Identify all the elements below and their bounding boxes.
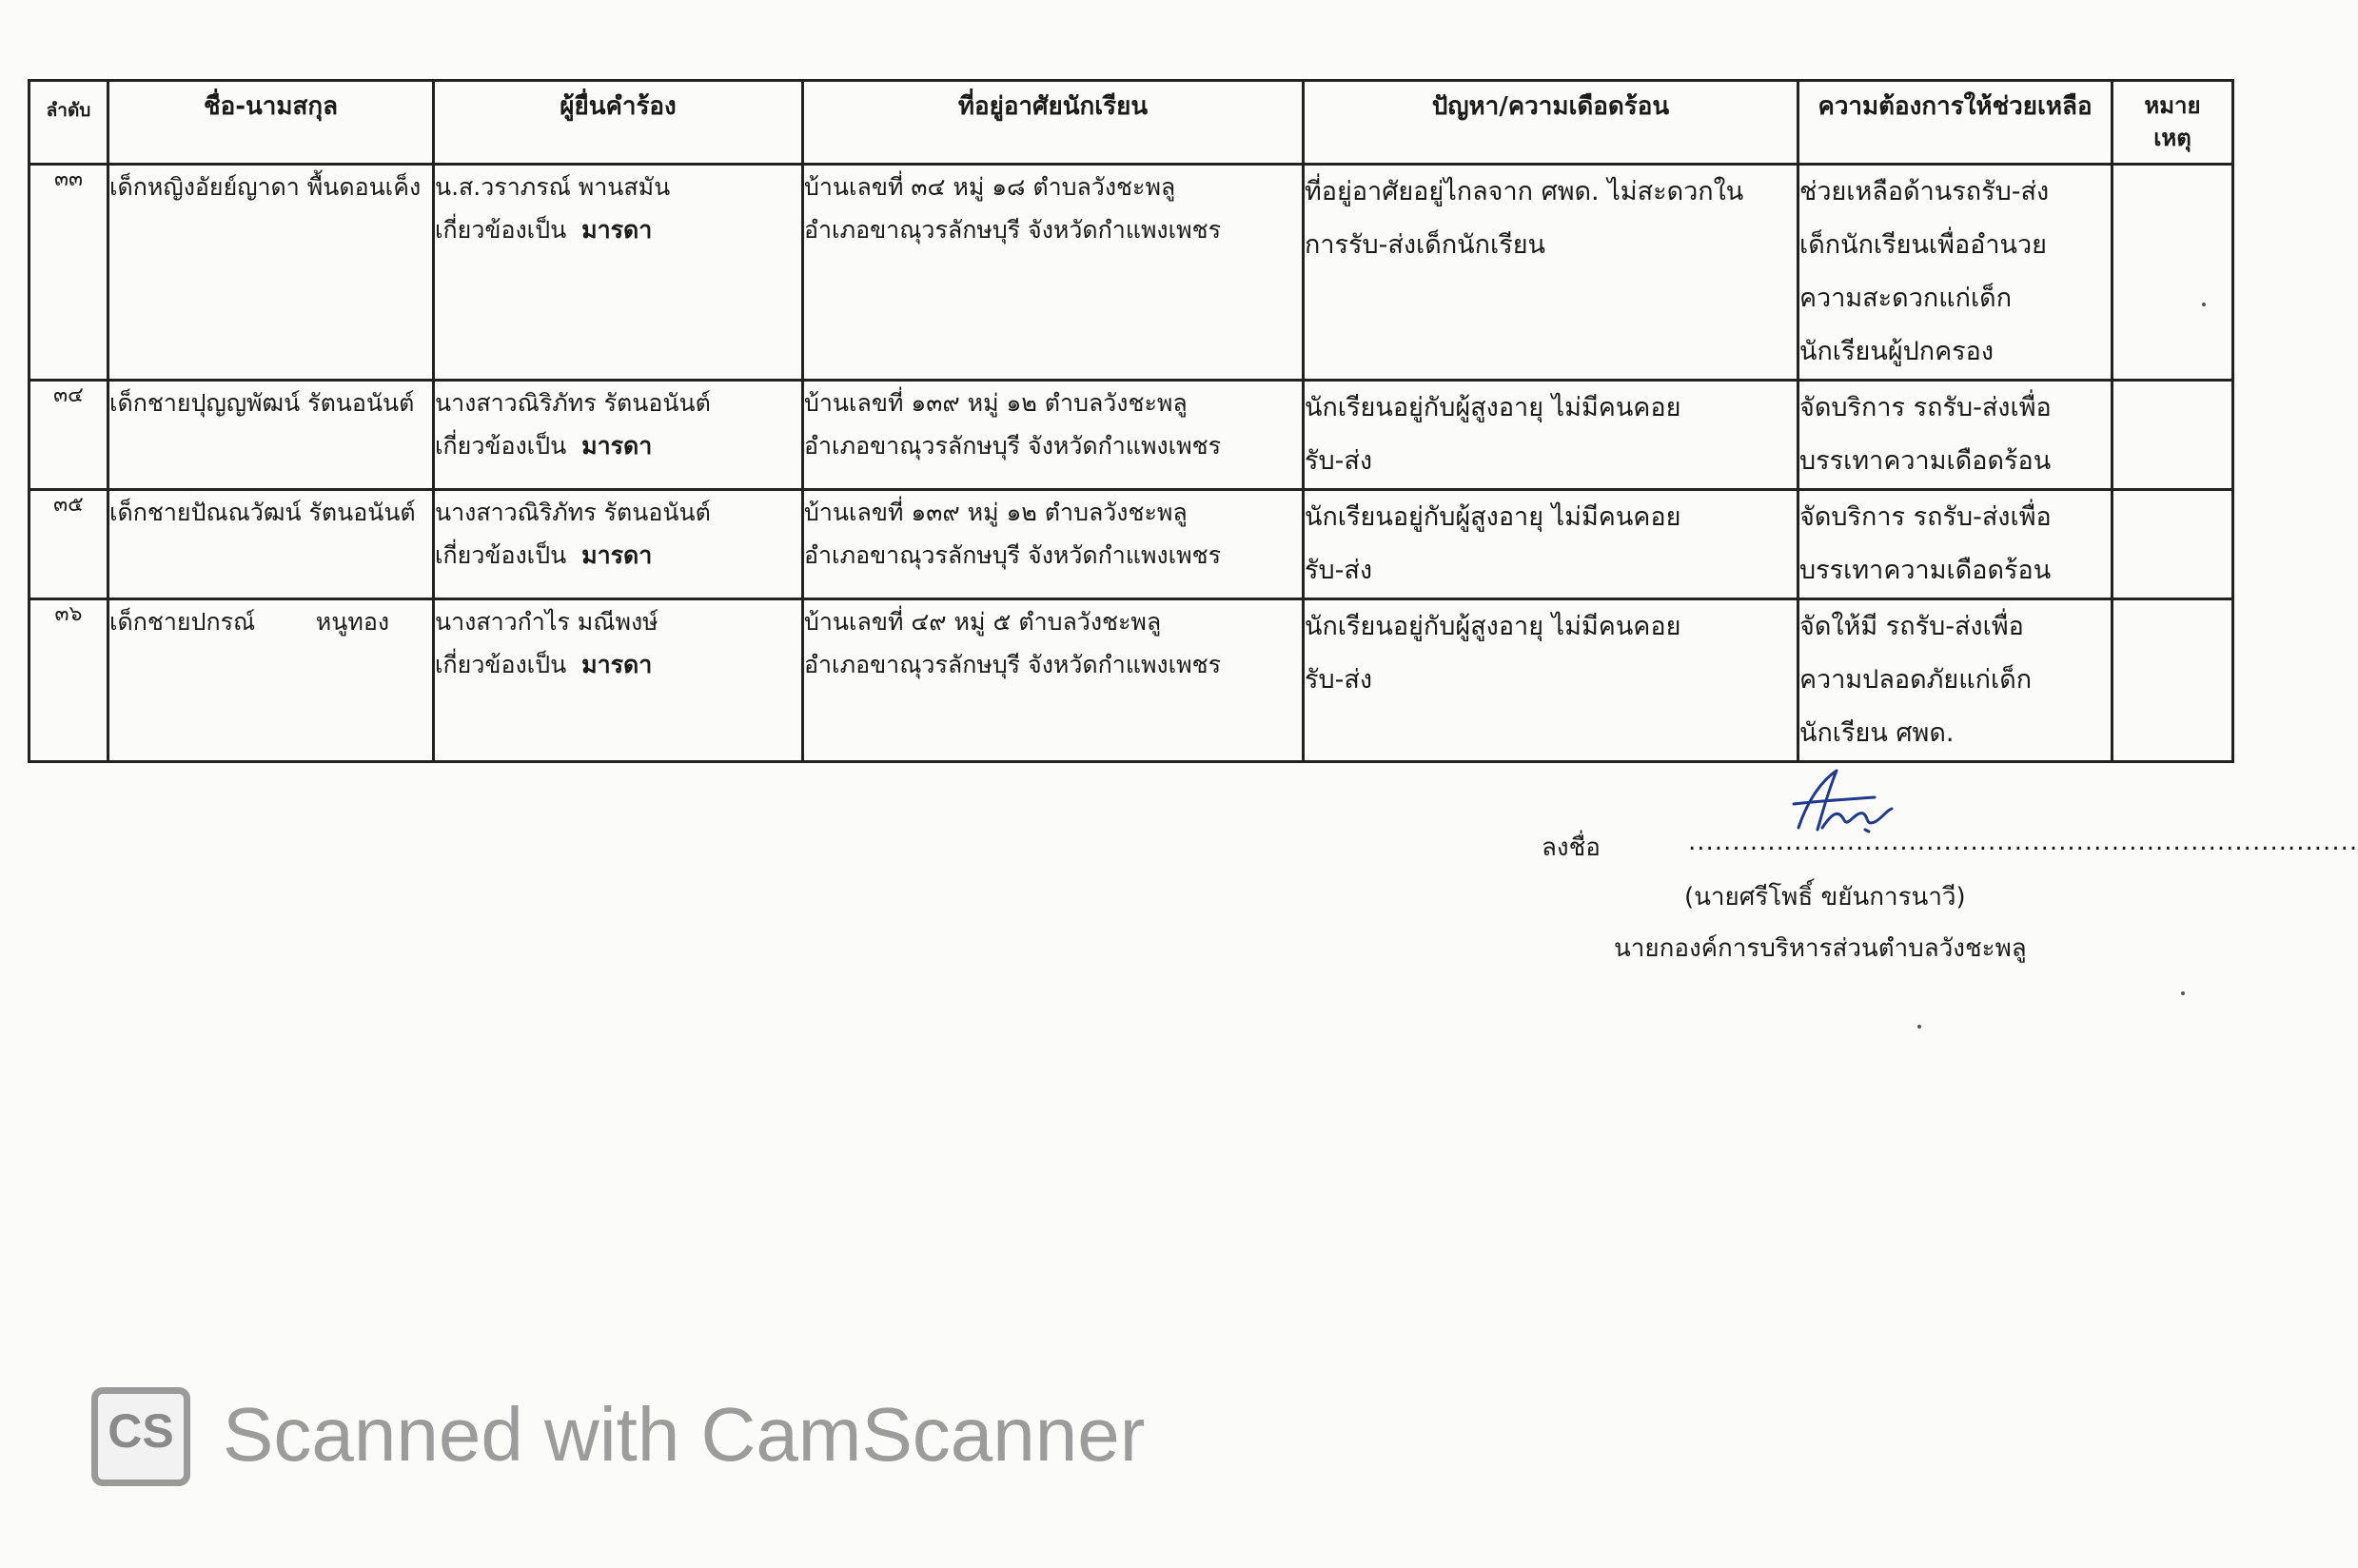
- header-note-line2: เหตุ: [2153, 125, 2191, 151]
- signature-line: [1542, 828, 2358, 867]
- problem-line2: การรับ-ส่งเด็กนักเรียน: [1305, 230, 1545, 260]
- scan-speck: [1917, 1025, 1921, 1029]
- row-seq: ๓๔: [29, 381, 108, 490]
- header-name: ชื่อ-นามสกุล: [108, 81, 434, 165]
- row-student-name: [108, 381, 434, 490]
- row-note: [2112, 599, 2233, 762]
- scan-speck: [2181, 991, 2185, 995]
- row-student-name: [108, 599, 434, 762]
- need-line1: ช่วยเหลือด้านรถรับ-ส่ง: [1799, 177, 2050, 206]
- row-problem: [1304, 165, 1798, 381]
- relation-line: [435, 534, 801, 577]
- row-applicant: [434, 599, 803, 762]
- row-need: [1798, 165, 2112, 381]
- address-line1: บ้านเลขที่ ๔๙ หมู่ ๕ ตำบลวังชะพลู: [804, 608, 1162, 636]
- need-line3: นักเรียน ศพด.: [1799, 718, 1955, 748]
- relation-line: [435, 643, 801, 686]
- applicant-name: นางสาวณิริภัทร รัตนอนันต์: [435, 499, 711, 526]
- header-applicant: ผู้ยื่นคำร้อง: [434, 81, 803, 165]
- relation-label: เกี่ยวข้องเป็น: [435, 432, 567, 460]
- need-line1: จัดบริการ รถรับ-ส่งเพื่อ: [1799, 502, 2052, 532]
- header-seq: ลำดับ: [29, 81, 108, 165]
- row-address: [803, 165, 1304, 381]
- row-need: [1798, 490, 2112, 599]
- row-problem: [1304, 490, 1798, 599]
- relation-line: [435, 208, 801, 251]
- header-problem: ปัญหา/ความเดือดร้อน: [1304, 81, 1798, 165]
- relation-value: มารดา: [581, 216, 653, 244]
- camscanner-text: Scanned with CamScanner: [223, 1392, 1146, 1477]
- table-row: [29, 165, 2233, 381]
- row-address: [803, 599, 1304, 762]
- address-line1: บ้านเลขที่ ๓๔ หมู่ ๑๘ ตำบลวังชะพลู: [804, 173, 1176, 201]
- row-address: [803, 381, 1304, 490]
- problem-line2: รับ-ส่ง: [1305, 446, 1373, 476]
- row-problem: [1304, 599, 1798, 762]
- address-line2: อำเภอขาณุวรลักษบุรี จังหวัดกำแพงเพชร: [804, 432, 1222, 460]
- header-need: ความต้องการให้ช่วยเหลือ: [1798, 81, 2112, 165]
- row-seq: ๓๖: [29, 599, 108, 762]
- relation-value: มารดา: [581, 541, 653, 569]
- need-line4: นักเรียนผู้ปกครอง: [1799, 337, 1994, 366]
- signer-title: นายกองค์การบริหารส่วนตำบลวังชะพลู: [1614, 934, 2027, 963]
- student-name-text: เด็กชายปุญญพัฒน์ รัตนอนันต์: [109, 389, 415, 417]
- signature-label: ลงชื่อ: [1542, 833, 1601, 862]
- relation-value: มารดา: [581, 432, 653, 460]
- problem-line1: นักเรียนอยู่กับผู้สูงอายุ ไม่มีคนคอย: [1305, 612, 1681, 641]
- header-note-line1: หมาย: [2144, 92, 2201, 119]
- signature-dots: ............................................................................: [1688, 828, 2358, 856]
- relation-label: เกี่ยวข้องเป็น: [435, 541, 567, 569]
- row-note: [2112, 165, 2233, 381]
- row-applicant: [434, 165, 803, 381]
- address-line1: บ้านเลขที่ ๑๓๙ หมู่ ๑๒ ตำบลวังชะพลู: [804, 389, 1188, 417]
- need-line2: ความปลอดภัยแก่เด็ก: [1799, 665, 2033, 695]
- header-address: ที่อยู่อาศัยนักเรียน: [803, 81, 1304, 165]
- handwritten-signature: [1770, 761, 1913, 847]
- table-row: [29, 490, 2233, 599]
- camscanner-logo-icon: [91, 1387, 190, 1486]
- student-name-text: เด็กชายปกรณ์ หนูทอง: [109, 608, 390, 636]
- row-need: [1798, 599, 2112, 762]
- relation-label: เกี่ยวข้องเป็น: [435, 216, 567, 244]
- row-seq: ๓๕: [29, 490, 108, 599]
- address-line2: อำเภอขาณุวรลักษบุรี จังหวัดกำแพงเพชร: [804, 541, 1222, 569]
- relation-value: มารดา: [581, 651, 653, 678]
- row-applicant: [434, 381, 803, 490]
- signer-name: (นายศรีโพธิ์ ขยันการนาวี): [1684, 883, 1966, 911]
- row-problem: [1304, 381, 1798, 490]
- camscanner-logo-text: CS: [108, 1404, 174, 1458]
- address-line1: บ้านเลขที่ ๑๓๙ หมู่ ๑๒ ตำบลวังชะพลู: [804, 499, 1188, 526]
- table-row: [29, 381, 2233, 490]
- row-seq: ๓๓: [29, 165, 108, 381]
- relation-line: [435, 424, 801, 467]
- row-student-name: [108, 490, 434, 599]
- row-need: [1798, 381, 2112, 490]
- scan-speck: [2202, 303, 2206, 306]
- applicant-name: น.ส.วราภรณ์ พานสมัน: [435, 173, 671, 201]
- address-line2: อำเภอขาณุวรลักษบุรี จังหวัดกำแพงเพชร: [804, 651, 1222, 678]
- row-note: [2112, 490, 2233, 599]
- need-line2: บรรเทาความเดือดร้อน: [1799, 446, 2052, 476]
- student-assistance-table: [28, 79, 2234, 763]
- need-line1: จัดให้มี รถรับ-ส่งเพื่อ: [1799, 612, 2024, 641]
- problem-line2: รับ-ส่ง: [1305, 665, 1373, 695]
- row-student-name: [108, 165, 434, 381]
- applicant-name: นางสาวณิริภัทร รัตนอนันต์: [435, 389, 711, 417]
- camscanner-watermark: [91, 1387, 1214, 1488]
- table-header-row: [29, 81, 2233, 165]
- problem-line1: ที่อยู่อาศัยอยู่ไกลจาก ศพด. ไม่สะดวกใน: [1305, 177, 1744, 206]
- need-line3: ความสะดวกแก่เด็ก: [1799, 284, 2013, 313]
- address-line2: อำเภอขาณุวรลักษบุรี จังหวัดกำแพงเพชร: [804, 216, 1222, 244]
- applicant-name: นางสาวกำไร มณีพงษ์: [435, 608, 658, 636]
- need-line2: เด็กนักเรียนเพื่ออำนวย: [1799, 230, 2047, 260]
- need-line2: บรรเทาความเดือดร้อน: [1799, 556, 2052, 585]
- signature-block: [1503, 799, 2358, 980]
- need-line1: จัดบริการ รถรับ-ส่งเพื่อ: [1799, 393, 2052, 422]
- student-name-text: เด็กหญิงอัยย์ญาดา พื้นดอนเค็ง: [109, 173, 422, 201]
- row-applicant: [434, 490, 803, 599]
- problem-line2: รับ-ส่ง: [1305, 556, 1373, 585]
- row-address: [803, 490, 1304, 599]
- table-row: [29, 599, 2233, 762]
- problem-line1: นักเรียนอยู่กับผู้สูงอายุ ไม่มีคนคอย: [1305, 393, 1681, 422]
- header-note: [2112, 81, 2233, 165]
- problem-line1: นักเรียนอยู่กับผู้สูงอายุ ไม่มีคนคอย: [1305, 502, 1681, 532]
- relation-label: เกี่ยวข้องเป็น: [435, 651, 567, 678]
- student-name-text: เด็กชายปัณณวัฒน์ รัตนอนันต์: [109, 499, 416, 526]
- row-note: [2112, 381, 2233, 490]
